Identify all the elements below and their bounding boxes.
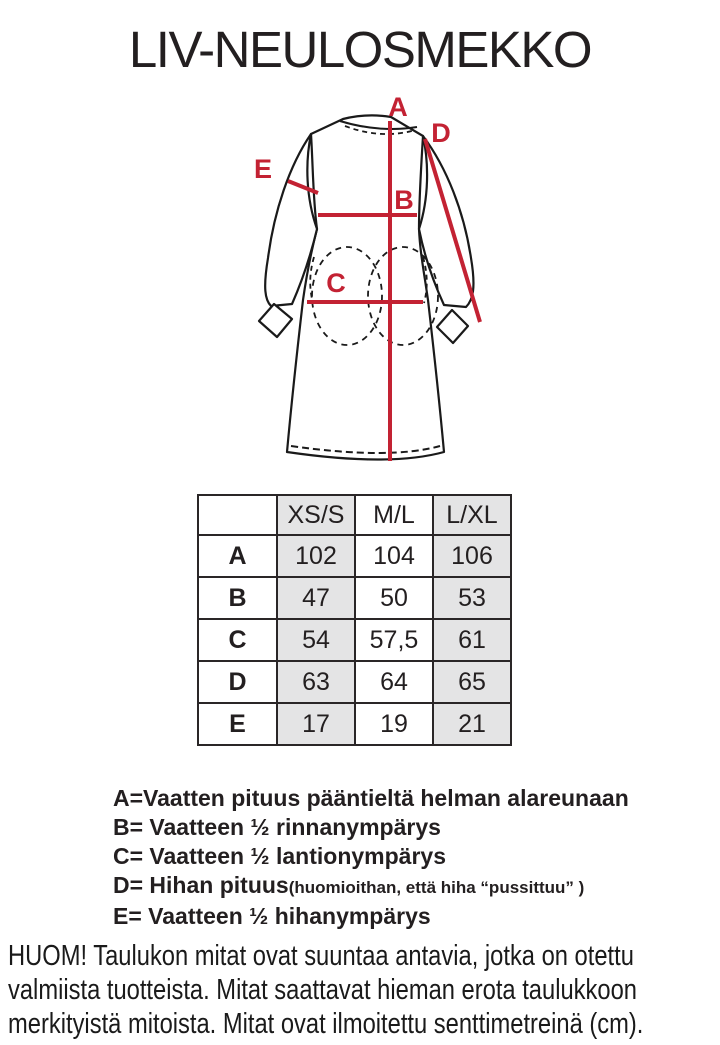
measurement-label-c: C [326,268,346,298]
row-label-d: D [198,661,277,703]
row-label-e: E [198,703,277,745]
legend-text-a: Vaatten pituus pääntieltä helman alareunaan [143,785,629,811]
legend-text-d: Hihan pituus [143,872,289,898]
column-header-m-l: M/L [355,495,433,535]
cell-b-m-l: 50 [355,577,433,619]
row-label-a: A [198,535,277,577]
cell-c-l-xl: 61 [433,619,511,661]
size-table [197,494,512,746]
legend-text-e: Vaatteen ½ hihanympärys [141,903,431,929]
table-row [198,577,511,619]
cell-d-xs-s: 63 [277,661,355,703]
cell-c-xs-s: 54 [277,619,355,661]
row-label-c: C [198,619,277,661]
table-row [198,661,511,703]
cell-e-xs-s: 17 [277,703,355,745]
size-table-header-row [198,495,511,535]
cell-a-m-l: 104 [355,535,433,577]
measurement-label-a: A [388,92,408,122]
measurement-label-e: E [253,154,273,184]
right-cuff [437,310,468,343]
cell-c-m-l: 57,5 [355,619,433,661]
measurement-label-b: B [394,185,414,215]
left-cuff [259,304,292,337]
table-row [198,535,511,577]
measurement-label-d: D [431,118,451,148]
column-header-xs-s: XS/S [277,495,355,535]
table-row [198,619,511,661]
table-row [198,703,511,745]
legend-key-b: B= [113,814,144,840]
legend-item-a [113,784,693,813]
legend-text-b: Vaatteen ½ rinnanympärys [143,814,441,840]
cell-a-l-xl: 106 [433,535,511,577]
measurement-legend [113,784,693,931]
table-corner-cell [198,495,277,535]
column-header-l-xl: L/XL [433,495,511,535]
legend-key-e: E= [113,903,142,929]
legend-note-d: (huomioithan, että hiha “pussittuu” ) [288,878,585,897]
right-sleeve-outline [419,136,473,307]
cell-e-l-xl: 21 [433,703,511,745]
cell-a-xs-s: 102 [277,535,355,577]
legend-item-e [113,902,693,931]
cell-d-m-l: 64 [355,661,433,703]
legend-text-c: Vaatteen ½ lantionympärys [143,843,446,869]
cell-b-l-xl: 53 [433,577,511,619]
page-title: LIV-NEULOSMEKKO [128,21,592,78]
row-label-b: B [198,577,277,619]
legend-item-d [113,871,693,902]
legend-key-a: A= [113,785,144,811]
dress-measurement-diagram [0,0,720,490]
legend-key-d: D= [113,872,144,898]
cell-b-xs-s: 47 [277,577,355,619]
legend-item-c [113,842,693,871]
legend-key-c: C= [113,843,144,869]
footnote: HUOM! Taulukon mitat ovat suuntaa antavia, jotka on otettu valmiista tuotteista. Mitat saattavat hieman erota taulukkoon merkityistä mitoista. Mitat ovat ilmoitettu senttimetreinä (cm). [8,940,644,1040]
cell-d-l-xl: 65 [433,661,511,703]
cell-e-m-l: 19 [355,703,433,745]
legend-item-b [113,813,693,842]
